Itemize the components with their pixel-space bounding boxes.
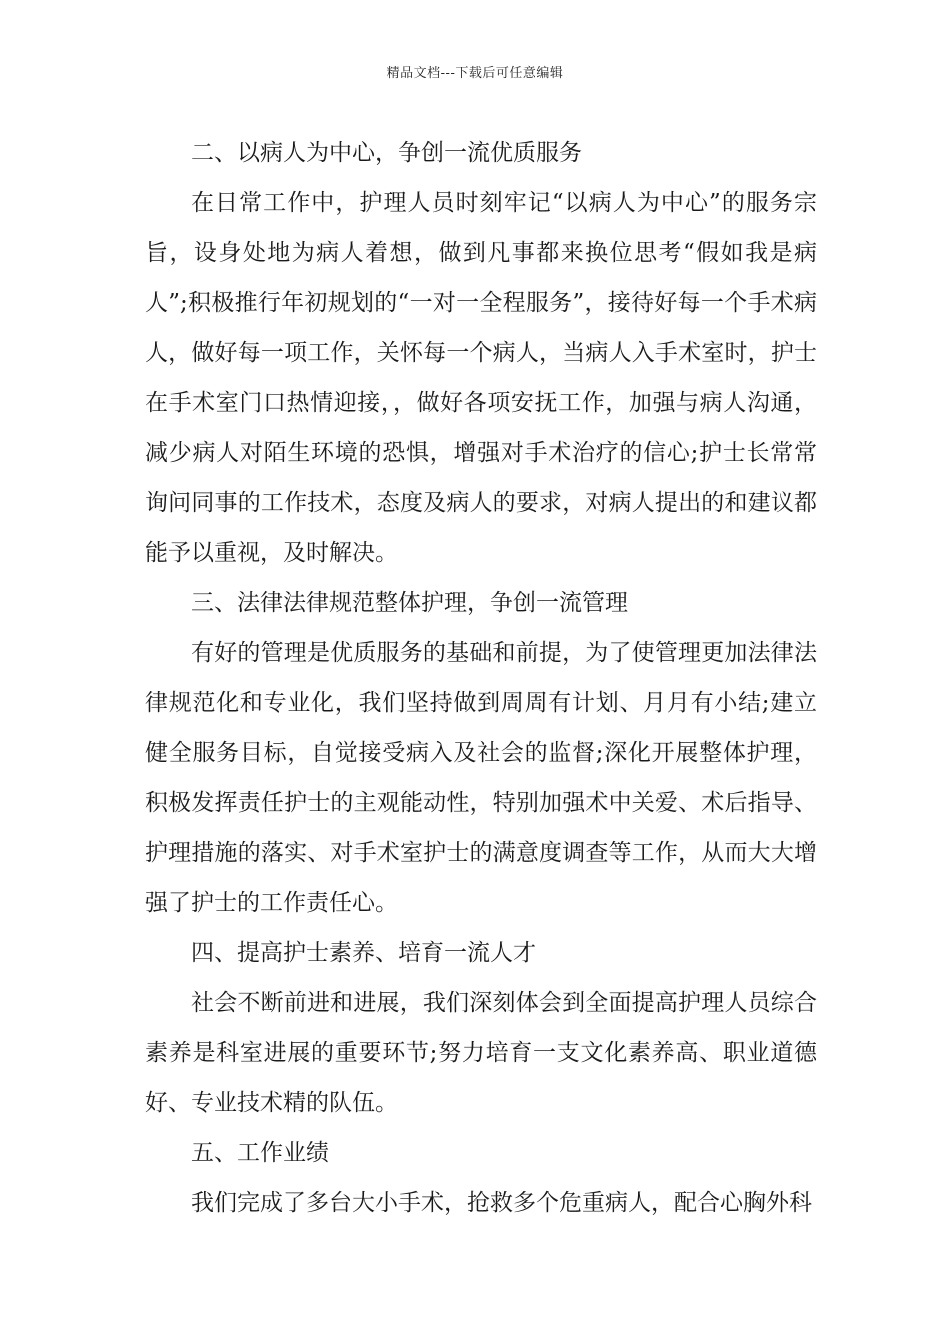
section-paragraph: 我们完成了多台大小手术，抢救多个危重病人，配合心胸外科 [191,1190,812,1216]
section-paragraph: 社会不断前进和进展，我们深刻体会到全面提高护理人员综合素养是科室进展的重要环节;努力培育一支文化素养高、职业道德好、专业技术精的队伍。 [145,990,817,1116]
page-header: 精品文档---下载后可任意编辑 [386,66,564,81]
section-heading: 五、工作业绩 [191,1140,329,1166]
section-heading: 二、以病人为中心，争创一流优质服务 [191,140,582,166]
document-body [145,128,817,1228]
section-heading: 三、法律法律规范整体护理，争创一流管理 [191,590,628,616]
section-paragraph: 有好的管理是优质服务的基础和前提，为了使管理更加法律法律规范化和专业化，我们坚持做到周周有计划、月月有小结;建立健全服务目标，自觉接受病入及社会的监督;深化开展整体护理，积极发挥责任护士的主观能动性，特别加强术中关爱、术后指导、护理措施的落实、对手术室护士的满意度调查等工作，从而大大增强了护士的工作责任心。 [145,640,817,916]
section-paragraph: 在日常工作中，护理人员时刻牢记“以病人为中心”的服务宗旨，设身处地为病人着想，做到凡事都来换位思考“假如我是病人”;积极推行年初规划的“一对一全程服务”，接待好每一个手术病人，做好每一项工作，关怀每一个病人，当病人入手术室时，护士在手术室门口热情迎接，，做好各项安抚工作，加强与病人沟通，减少病人对陌生环境的恐惧，增强对手术治疗的信心;护士长常常询问同事的工作技术，态度及病人的要求，对病人提出的和建议都能予以重视，及时解决。 [145,190,817,566]
section-heading: 四、提高护士素养、培育一流人才 [191,940,536,966]
